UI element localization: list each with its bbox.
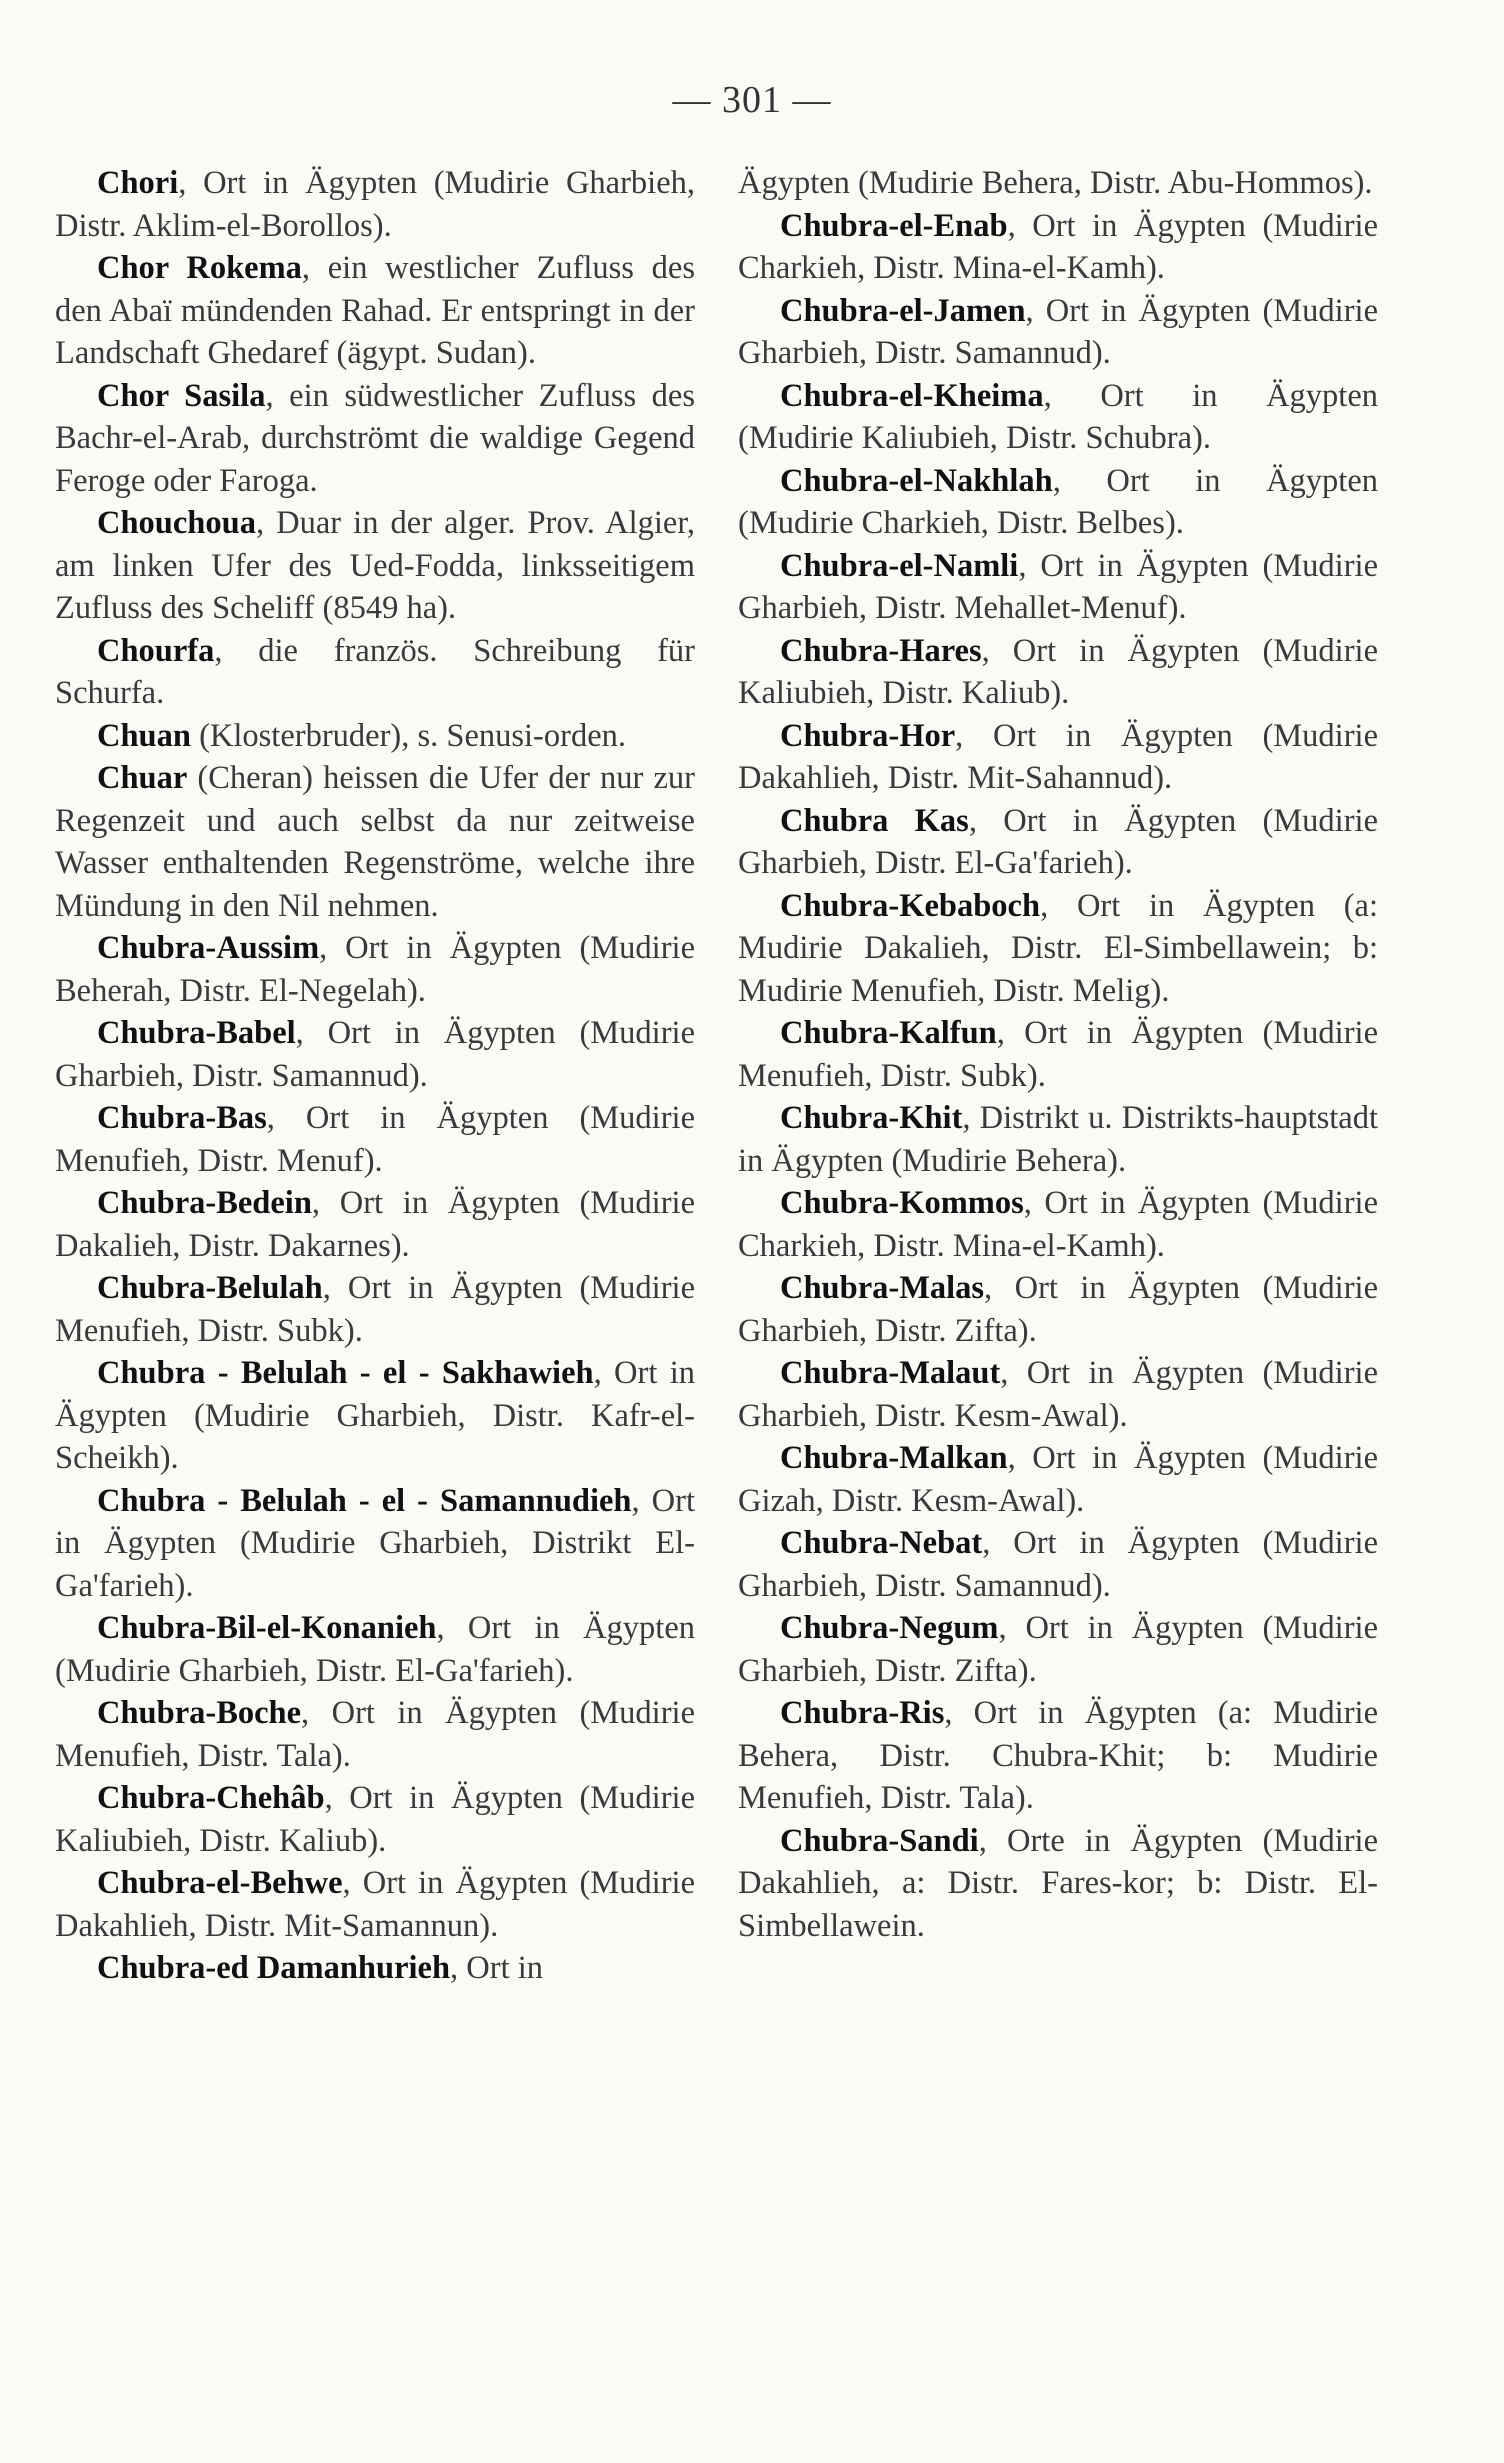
entry-headword: Chubra-Boche: [97, 1695, 302, 1731]
dictionary-entry: [55, 247, 695, 375]
entry-text: , Ort in Ägypten (Mudirie Beherah, Distr. El-Negelah).: [55, 930, 695, 1009]
entry-text: , Ort in Ägypten (Mudirie Charkieh, Distr. Mina-el-Kamh).: [738, 1185, 1378, 1264]
entry-headword: Chouchoua: [97, 505, 256, 541]
entry-text: , Ort in Ägypten (a: Mudirie Dakalieh, Distr. El-Simbellawein; b: Mudirie Menufieh, Distr. Melig).: [738, 887, 1378, 1009]
entry-text: , Ort in Ägypten (Mudirie Gizah, Distr. Kesm-Awal).: [738, 1440, 1378, 1519]
entry-text: , Ort in Ägypten (Mudirie Dakahlieh, Distr. Mit-Sahannud).: [738, 717, 1378, 796]
entry-headword: Chubra-Khit: [780, 1100, 963, 1136]
right-column: [738, 162, 1378, 1947]
entry-headword: Chubra-Malkan: [780, 1440, 1008, 1476]
entry-text: , Orte in Ägypten (Mudirie Dakahlieh, a: Distr. Fares-kor; b: Distr. El-Simbellawein.: [738, 1822, 1378, 1944]
entry-headword: Chubra-Bas: [97, 1100, 267, 1136]
entry-text: , Ort in Ägypten (Mudirie Menufieh, Distr. Subk).: [55, 1270, 695, 1349]
entry-headword: Chubra-el-Enab: [780, 207, 1008, 244]
entry-headword: Chubra-Chehâb: [97, 1780, 325, 1816]
entry-text: , Ort in Ägypten (Mudirie Charkieh, Distr. Mina-el-Kamh).: [738, 207, 1378, 286]
dictionary-entry: [738, 290, 1378, 375]
entry-headword: Chubra-Malaut: [780, 1355, 1001, 1391]
entry-headword: Chubra-Kebaboch: [780, 887, 1041, 924]
entry-text: , Ort in Ägypten (Mudirie Dakahlieh, Distr. Mit-Samannun).: [55, 1865, 695, 1944]
dictionary-entry: [55, 1480, 695, 1608]
dictionary-entry: [738, 1352, 1378, 1437]
entry-text: , Ort in Ägypten (Mudirie Gharbieh, Distr. El-Ga'farieh).: [738, 802, 1378, 881]
dictionary-entry: [55, 630, 695, 715]
entry-text: , Ort in Ägypten (Mudirie Gharbieh, Distr. Aklim-el-Borollos).: [55, 165, 695, 244]
dictionary-entry: [55, 715, 695, 758]
dictionary-entry: [738, 162, 1378, 205]
entry-headword: Chubra-Ris: [780, 1695, 945, 1731]
entry-headword: Chubra-Kommos: [780, 1185, 1024, 1221]
entry-text: , Ort in Ägypten (Mudirie Gharbieh, Distr. Zifta).: [738, 1610, 1378, 1689]
entry-text: , Ort in Ägypten (Mudirie Gharbieh, Distr. Samannud).: [738, 1525, 1378, 1604]
dictionary-entry: [55, 1267, 695, 1352]
dictionary-entry: [738, 1182, 1378, 1267]
entry-headword: Chubra-el-Kheima: [780, 377, 1044, 414]
entry-headword: Chubra-Negum: [780, 1610, 999, 1646]
dictionary-entry: [738, 630, 1378, 715]
dictionary-entry: [55, 1692, 695, 1777]
entry-text: , Ort in Ägypten (Mudirie Menufieh, Distr. Menuf).: [55, 1100, 695, 1179]
entry-text: , Ort in Ägypten (Mudirie Gharbieh, Distr. Kesm-Awal).: [738, 1355, 1378, 1434]
entry-text: , Distrikt u. Distrikts-hauptstadt in Ägypten (Mudirie Behera).: [738, 1100, 1378, 1179]
entry-headword: Chubra-Kalfun: [780, 1015, 997, 1051]
dictionary-entry: [738, 1692, 1378, 1820]
entry-headword: Chubra-Nebat: [780, 1525, 983, 1561]
entry-headword: Chubra-el-Behwe: [97, 1865, 343, 1901]
entry-headword: Chubra - Belulah - el - Samannudieh: [97, 1482, 632, 1519]
dictionary-entry: [738, 1437, 1378, 1522]
entry-text: , Ort in Ägypten (Mudirie Gharbieh, Distr. El-Ga'farieh).: [55, 1610, 695, 1689]
entry-text: , Ort in Ägypten (a: Mudirie Behera, Distr. Chubra-Khit; b: Mudirie Menufieh, Distr. Tala).: [738, 1695, 1378, 1816]
left-column: [55, 162, 695, 1990]
entry-headword: Chubra - Belulah - el - Sakhawieh: [97, 1355, 594, 1391]
dictionary-entry: [738, 715, 1378, 800]
entry-headword: Chubra-el-Nakhlah: [780, 462, 1053, 499]
dictionary-entry: [55, 1947, 695, 1990]
entry-text: , Ort in Ägypten (Mudirie Gharbieh, Distrikt El-Ga'farieh).: [55, 1482, 695, 1604]
entry-text: , die französ. Schreibung für Schurfa.: [55, 632, 695, 711]
entry-headword: Chubra-Belulah: [97, 1270, 323, 1306]
dictionary-entry: [55, 1777, 695, 1862]
entry-headword: Chourfa: [97, 632, 215, 669]
entry-text: , Ort in Ägypten (Mudirie Dakalieh, Distr. Dakarnes).: [55, 1185, 695, 1264]
dictionary-entry: [55, 1097, 695, 1182]
entry-text: , Ort in Ägypten (Mudirie Kaliubieh, Distr. Kaliub).: [55, 1780, 695, 1859]
dictionary-entry: [738, 375, 1378, 460]
dictionary-entry: [738, 1820, 1378, 1948]
dictionary-entry: [738, 1012, 1378, 1097]
entry-headword: Chubra-Bedein: [97, 1185, 312, 1221]
entry-headword: Chubra-el-Namli: [780, 547, 1019, 584]
dictionary-entry: [55, 1607, 695, 1692]
entry-headword: Chubra-Babel: [97, 1015, 296, 1051]
entry-text: , Duar in der alger. Prov. Algier, am linken Ufer des Ued-Fodda, linksseitigem Zufluss des Scheliff (8549 ha).: [55, 505, 695, 626]
entry-text: , Ort in Ägypten (Mudirie Kaliubieh, Distr. Kaliub).: [738, 632, 1378, 711]
entry-headword: Chubra-Sandi: [780, 1822, 979, 1859]
dictionary-entry: [738, 885, 1378, 1013]
dictionary-entry: [738, 1097, 1378, 1182]
entry-headword: Chubra-Bil-el-Konanieh: [97, 1610, 437, 1646]
entry-text: , Ort in Ägypten (Mudirie Kaliubieh, Distr. Schubra).: [738, 377, 1378, 456]
entry-headword: Chubra-Malas: [780, 1270, 985, 1306]
dictionary-entry: [55, 1862, 695, 1947]
entry-text: , Ort in: [450, 1950, 544, 1986]
entry-text: , Ort in Ägypten (Mudirie Menufieh, Distr. Subk).: [738, 1015, 1378, 1094]
entry-text: , ein südwestlicher Zufluss des Bachr-el-Arab, durchströmt die waldige Gegend Feroge oder Faroga.: [55, 377, 695, 499]
dictionary-entry: [738, 460, 1378, 545]
entry-text: , Ort in Ägypten (Mudirie Menufieh, Distr. Tala).: [55, 1695, 695, 1774]
entry-headword: Chor Sasila: [97, 377, 266, 414]
entry-text: , Ort in Ägypten (Mudirie Charkieh, Distr. Belbes).: [738, 462, 1378, 541]
dictionary-entry: [738, 800, 1378, 885]
entry-headword: Chubra-Aussim: [97, 930, 320, 966]
dictionary-entry: [738, 1522, 1378, 1607]
entry-text: , Ort in Ägypten (Mudirie Gharbieh, Distr. Mehallet-Menuf).: [738, 547, 1378, 626]
entry-text: (Klosterbruder), s. Senusi-orden.: [190, 717, 626, 754]
entry-text: (Cheran) heissen die Ufer der nur zur Regenzeit und auch selbst da nur zeitweise Wasser enthaltenden Regenströme, welche ihre Mündung in den Nil nehmen.: [55, 760, 695, 924]
dictionary-entry: [738, 1607, 1378, 1692]
entry-headword: Chuar: [97, 760, 188, 796]
entry-text: , Ort in Ägypten (Mudirie Gharbieh, Distr. Zifta).: [738, 1270, 1378, 1349]
dictionary-entry: [55, 1352, 695, 1480]
entry-text: , Ort in Ägypten (Mudirie Gharbieh, Distr. Kafr-el-Scheikh).: [55, 1355, 695, 1476]
dictionary-entry: [55, 1182, 695, 1267]
entry-headword: Chori: [97, 165, 179, 201]
entry-headword: Chor Rokema: [97, 250, 302, 286]
dictionary-entry: [55, 757, 695, 927]
dictionary-entry: [55, 502, 695, 630]
entry-headword: Chubra-Hares: [780, 632, 982, 669]
dictionary-entry: [55, 927, 695, 1012]
page-number: — 301 —: [672, 79, 832, 121]
dictionary-entry: [738, 205, 1378, 290]
entry-headword: Chubra Kas: [780, 802, 969, 839]
entry-text: , Ort in Ägypten (Mudirie Gharbieh, Distr. Samannud).: [55, 1015, 695, 1094]
entry-text: , Ort in Ägypten (Mudirie Gharbieh, Distr. Samannud).: [738, 292, 1378, 371]
dictionary-entry: [738, 1267, 1378, 1352]
dictionary-entry: [738, 545, 1378, 630]
entry-headword: Chubra-el-Jamen: [780, 292, 1026, 329]
entry-text: , ein westlicher Zufluss des den Abaï mündenden Rahad. Er entspringt in der Landschaft Ghedaref (ägypt. Sudan).: [55, 250, 695, 371]
dictionary-entry: [55, 375, 695, 503]
entry-headword: Chuan: [97, 717, 191, 754]
dictionary-entry: [55, 162, 695, 247]
entry-text: Ägypten (Mudirie Behera, Distr. Abu-Hommos).: [738, 165, 1373, 201]
dictionary-entry: [55, 1012, 695, 1097]
entry-headword: Chubra-ed Damanhurieh: [97, 1950, 451, 1986]
entry-headword: Chubra-Hor: [780, 717, 956, 754]
